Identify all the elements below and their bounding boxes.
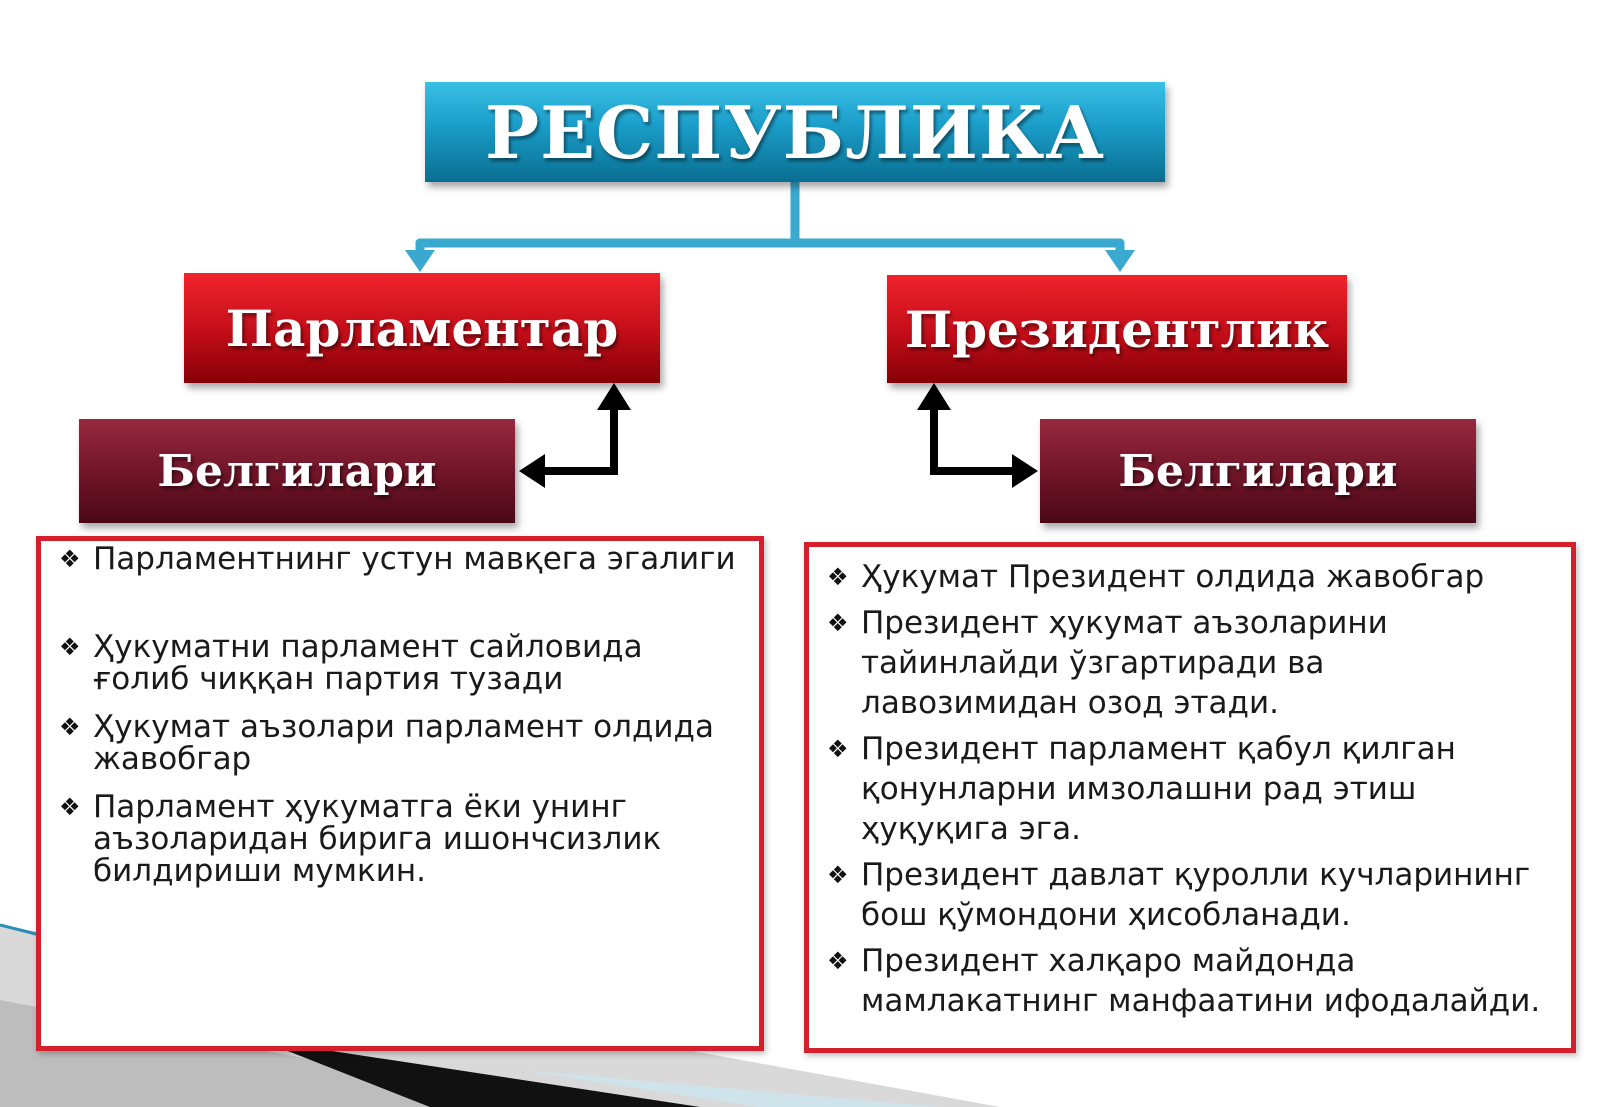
list-item bbox=[59, 711, 739, 775]
diamond-bullet-icon: ❖ bbox=[827, 609, 849, 637]
feature-text: Президент давлат қуролли кучларининг бош қўмондони ҳисобланади. bbox=[861, 857, 1531, 933]
diamond-bullet-icon: ❖ bbox=[827, 735, 849, 763]
parliamentary-features-label: Белгилари bbox=[79, 419, 515, 523]
diamond-bullet-icon: ❖ bbox=[59, 633, 81, 661]
feature-text: Президент халқаро майдонда мамлакатнинг манфаатини ифодалайди. bbox=[861, 943, 1541, 1019]
diamond-bullet-icon: ❖ bbox=[59, 545, 81, 573]
parliamentary-features-panel bbox=[36, 536, 764, 1051]
right-elbow-arrow bbox=[934, 404, 1012, 471]
title-connector bbox=[420, 182, 1120, 258]
list-item bbox=[827, 941, 1551, 1021]
arrow-right-head bbox=[1105, 250, 1135, 272]
left-elbow-arrow bbox=[540, 404, 614, 471]
feature-text: Ҳукумат аъзолари парламент олдида жавобгар bbox=[93, 709, 714, 777]
feature-text: Ҳукумат Президент олдида жавобгар bbox=[861, 559, 1485, 595]
presidential-box: Президентлик bbox=[887, 275, 1347, 383]
arrow-left-head bbox=[405, 250, 435, 272]
diamond-bullet-icon: ❖ bbox=[59, 713, 81, 741]
list-item bbox=[59, 631, 739, 695]
parliamentary-features-list bbox=[59, 543, 739, 887]
list-item bbox=[59, 543, 739, 575]
republic-title: РЕСПУБЛИКА bbox=[425, 82, 1165, 182]
diamond-bullet-icon: ❖ bbox=[827, 861, 849, 889]
list-item bbox=[827, 855, 1551, 935]
feature-text: Президент парламент қабул қилган қонунларни имзолашни рад этиш ҳуқуқига эга. bbox=[861, 731, 1456, 847]
feature-text: Ҳукуматни парламент сайловида ғолиб чиққан партия тузади bbox=[93, 629, 643, 697]
presidential-features-list bbox=[827, 557, 1551, 1021]
presidential-features-label: Белгилари bbox=[1040, 419, 1476, 523]
list-item bbox=[827, 729, 1551, 849]
list-item bbox=[827, 557, 1551, 597]
list-item bbox=[827, 603, 1551, 723]
parliamentary-box: Парламентар bbox=[184, 273, 660, 383]
diamond-bullet-icon: ❖ bbox=[59, 793, 81, 821]
feature-text: Парламентнинг устун мавқега эгалиги bbox=[93, 541, 736, 577]
feature-text: Парламент ҳукуматга ёки унинг аъзоларидан бирига ишончсизлик билдириши мумкин. bbox=[93, 789, 662, 889]
list-item bbox=[59, 791, 739, 887]
presidential-features-panel bbox=[804, 542, 1576, 1053]
diamond-bullet-icon: ❖ bbox=[827, 947, 849, 975]
feature-text: Президент ҳукумат аъзоларини тайинлайди ўзгартиради ва лавозимидан озод этади. bbox=[861, 605, 1388, 721]
diamond-bullet-icon: ❖ bbox=[827, 563, 849, 591]
